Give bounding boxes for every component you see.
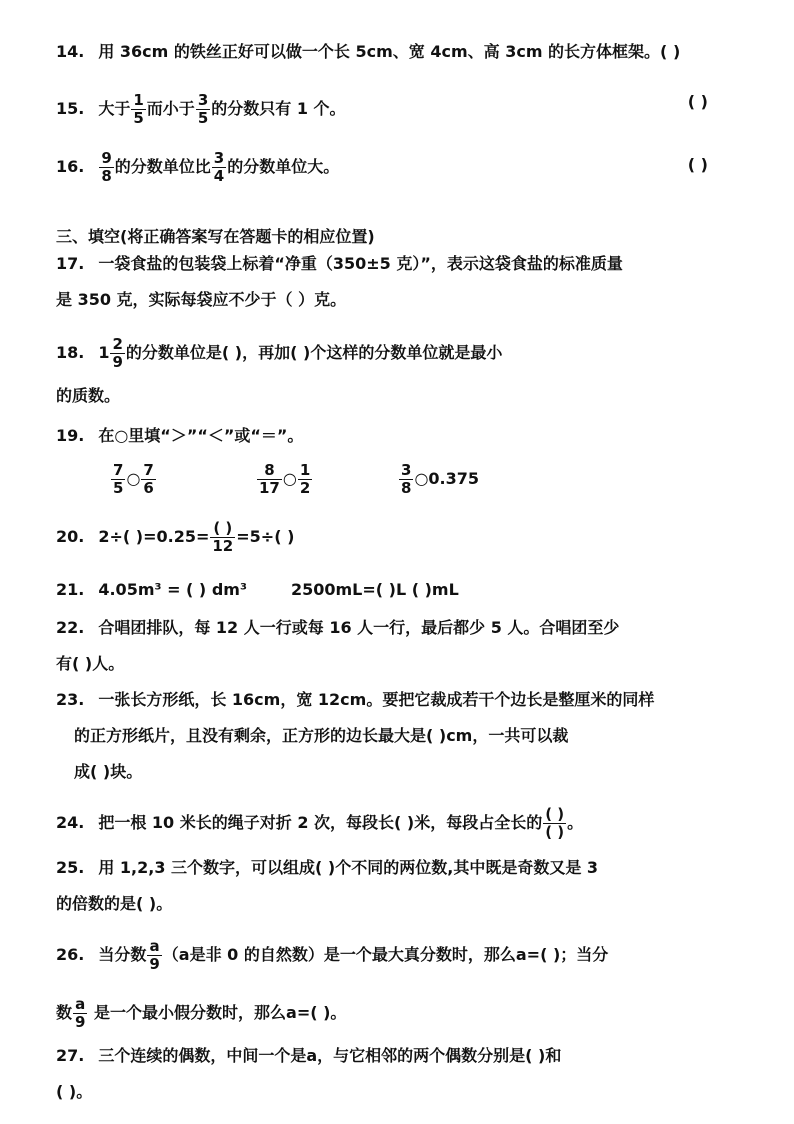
- question-text: 在○里填“＞”“＜”或“＝”。: [98, 426, 304, 445]
- numerator: 3: [213, 149, 225, 167]
- question-number: 19.: [56, 426, 85, 445]
- denominator: 2: [299, 479, 311, 497]
- question-25-line2: 的倍数的是( )。: [56, 894, 173, 913]
- question-number: 20.: [56, 527, 85, 546]
- question-number: 24.: [56, 813, 85, 832]
- numerator: 3: [401, 461, 412, 479]
- numerator: ( ): [545, 805, 565, 823]
- denominator: 8: [401, 479, 412, 497]
- denominator: 8: [101, 167, 112, 185]
- question-22-line2: 有( )人。: [56, 654, 125, 673]
- fraction: [111, 462, 125, 497]
- numerator: 2: [112, 335, 123, 353]
- question-23: [56, 690, 654, 710]
- question-21: [56, 580, 459, 600]
- denominator: 5: [197, 109, 209, 127]
- question-17-line2: 是 350 克，实际每袋应不少于（ ）克。: [56, 290, 347, 309]
- compare-circle[interactable]: ○: [414, 469, 429, 488]
- question-18-line2: 的质数。: [56, 386, 121, 405]
- question-18: [56, 336, 502, 371]
- question-text: （a是非 0 的自然数）是一个最大真分数时，那么a=( )；当分: [162, 945, 609, 964]
- numerator: 1: [133, 91, 144, 109]
- fraction: [543, 806, 566, 841]
- question-15: [56, 92, 346, 127]
- fraction: [399, 462, 413, 497]
- judge-bracket-16[interactable]: ( ): [687, 155, 708, 174]
- question-25: [56, 858, 598, 878]
- fraction: [73, 996, 87, 1031]
- section-title: 三、填空(将正确答案写在答题卡的相应位置): [56, 227, 375, 246]
- question-text: =5÷( ): [236, 527, 295, 546]
- denominator: 17: [259, 479, 280, 497]
- numerator: 7: [113, 461, 124, 479]
- numerator: a: [149, 937, 160, 955]
- question-number: 21.: [56, 580, 85, 599]
- question-text: 的分数只有 1 个。: [211, 99, 346, 118]
- question-14: [56, 42, 680, 62]
- mixed-whole: 1: [98, 343, 110, 362]
- denominator: 5: [113, 479, 124, 497]
- question-number: 22.: [56, 618, 85, 637]
- question-number: 17.: [56, 254, 85, 273]
- question-number: 16.: [56, 157, 85, 176]
- question-27-line2: ( )。: [56, 1082, 93, 1101]
- question-text: 2500mL=( )L ( )mL: [290, 580, 459, 599]
- denominator: 9: [75, 1013, 86, 1031]
- question-text: 三个连续的偶数，中间一个是a，与它相邻的两个偶数分别是( )和: [98, 1046, 562, 1065]
- numerator: ( ): [213, 519, 233, 537]
- fraction: [196, 92, 210, 127]
- question-text: 2÷( )=0.25=: [98, 527, 210, 546]
- compare-item-2: [256, 462, 313, 497]
- question-text: 用 36cm 的铁丝正好可以做一个长 5cm、宽 4cm、高 3cm 的长方体框架。( ): [98, 42, 681, 61]
- denominator: 9: [112, 353, 123, 371]
- question-text: 一袋食盐的包装袋上标着“净重（350±5 克）”，表示这袋食盐的标准质量: [98, 254, 623, 273]
- compare-item-1: [110, 462, 157, 497]
- compare-item-3: [398, 462, 479, 497]
- question-text: 用 1,2,3 三个数字，可以组成( )个不同的两位数,其中既是奇数又是 3: [98, 858, 599, 877]
- question-text: 当分数: [98, 945, 147, 964]
- question-22: [56, 618, 619, 638]
- numerator: 9: [101, 149, 112, 167]
- numerator: 8: [264, 461, 275, 479]
- numerator: a: [75, 995, 86, 1013]
- denominator: 6: [143, 479, 154, 497]
- question-24: [56, 806, 583, 841]
- question-27: [56, 1046, 561, 1066]
- fraction: [131, 92, 145, 127]
- question-20: [56, 520, 294, 555]
- question-text: 是一个最小假分数时，那么a=( )。: [88, 1003, 347, 1022]
- question-number: 15.: [56, 99, 85, 118]
- fraction: [210, 520, 235, 555]
- fraction: [298, 462, 312, 497]
- judge-bracket-15[interactable]: ( ): [687, 92, 708, 111]
- question-text: 的分数单位是( )，再加( )个这样的分数单位就是最小: [125, 343, 503, 362]
- question-16: [56, 150, 339, 185]
- question-text: 一张长方形纸，长 16cm，宽 12cm。要把它裁成若干个边长是整厘米的同样: [98, 690, 655, 709]
- question-text: 把一根 10 米长的绳子对折 2 次，每段长( )米，每段占全长的: [98, 813, 543, 832]
- denominator: ( ): [545, 823, 565, 841]
- fraction: [99, 150, 113, 185]
- question-text: 数: [56, 1003, 73, 1022]
- compare-circle[interactable]: ○: [126, 469, 141, 488]
- question-number: 25.: [56, 858, 85, 877]
- fraction: [257, 462, 282, 497]
- question-text: 合唱团排队，每 12 人一行或每 16 人一行，最后都少 5 人。合唱团至少: [98, 618, 620, 637]
- numerator: 7: [143, 461, 154, 479]
- question-17: [56, 254, 623, 274]
- question-text: 的分数单位比: [114, 157, 211, 176]
- question-text: 大于: [98, 99, 131, 118]
- question-number: 14.: [56, 42, 85, 61]
- question-26: [56, 938, 608, 973]
- question-text: 而小于: [146, 99, 195, 118]
- fraction: [212, 150, 226, 185]
- question-26-line2: [56, 996, 346, 1031]
- question-23-line3: 成( )块。: [74, 762, 143, 781]
- denominator: 4: [213, 167, 225, 185]
- question-number: 23.: [56, 690, 85, 709]
- question-text: 。: [567, 813, 584, 832]
- question-23-line2: 的正方形纸片，且没有剩余，正方形的边长最大是( )cm，一共可以裁: [74, 726, 569, 745]
- fraction: [141, 462, 155, 497]
- numerator: 1: [299, 461, 311, 479]
- fraction: [147, 938, 161, 973]
- denominator: 9: [149, 955, 160, 973]
- question-number: 27.: [56, 1046, 85, 1065]
- question-text: 的分数单位大。: [227, 157, 340, 176]
- denominator: 5: [133, 109, 144, 127]
- question-19: [56, 426, 303, 446]
- numerator: 3: [197, 91, 209, 109]
- compare-circle[interactable]: ○: [282, 469, 297, 488]
- question-number: 26.: [56, 945, 85, 964]
- compare-value: 0.375: [428, 469, 480, 488]
- denominator: 12: [212, 537, 234, 555]
- question-number: 18.: [56, 343, 85, 362]
- fraction: [110, 336, 124, 371]
- question-text: 4.05m³ = ( ) dm³: [98, 580, 247, 599]
